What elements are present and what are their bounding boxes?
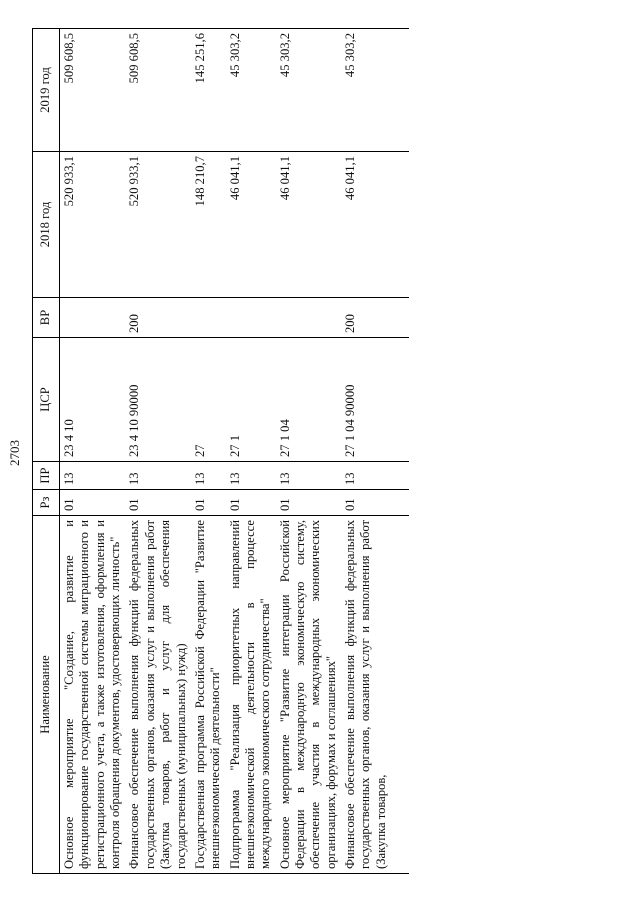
- row-vr: 200: [125, 298, 190, 338]
- row-csr: 27 1 04 90000: [341, 338, 409, 462]
- row-csr: 27 1 04: [276, 338, 341, 462]
- row-rz: 01: [191, 490, 226, 516]
- row-2019: 509 608,5: [125, 29, 190, 152]
- row-name: Основное мероприятие "Создание, развитие и функционирование государственной системы миграционного и регистрационного учета, а также изготовления, оформления и контроля обращения документов, удостоверяющих личность": [60, 516, 126, 874]
- row-pr: 13: [125, 462, 190, 490]
- table-row: [191, 29, 226, 874]
- header-vr: ВР: [33, 298, 60, 338]
- table-row: [60, 29, 126, 874]
- row-vr: [226, 298, 276, 338]
- row-2018: 520 933,1: [60, 152, 126, 298]
- row-pr: 13: [60, 462, 126, 490]
- row-name: Подпрограмма "Реализация приоритетных направлений внешнеэкономической деятельности в процессе международного экономического сотрудничества": [226, 516, 276, 874]
- budget-table: [32, 28, 409, 874]
- row-csr: 23 4 10: [60, 338, 126, 462]
- row-rz: 01: [276, 490, 341, 516]
- row-rz: 01: [341, 490, 409, 516]
- row-2018: 520 933,1: [125, 152, 190, 298]
- row-pr: 13: [341, 462, 409, 490]
- row-name: Основное мероприятие "Развитие интеграции Российской Федерации в международную экономическую систему, обеспечение участия в международных экономических организациях, форумах и соглашениях": [276, 516, 341, 874]
- header-2019: 2019 год: [33, 29, 60, 152]
- header-name: Наименование: [33, 516, 60, 874]
- table-row: [226, 29, 276, 874]
- row-2019: 145 251,6: [191, 29, 226, 152]
- row-2018: 148 210,7: [191, 152, 226, 298]
- header-rz: Рз: [33, 490, 60, 516]
- row-vr: [191, 298, 226, 338]
- row-rz: 01: [226, 490, 276, 516]
- row-2019: 509 608,5: [60, 29, 126, 152]
- row-2018: 46 041,1: [341, 152, 409, 298]
- row-csr: 27 1: [226, 338, 276, 462]
- row-csr: 27: [191, 338, 226, 462]
- table-row: [276, 29, 341, 874]
- row-csr: 23 4 10 90000: [125, 338, 190, 462]
- row-name: Финансовое обеспечение выполнения функций федеральных государственных органов, оказания услуг и выполнения работ (Закупка товаров,: [341, 516, 409, 874]
- header-2018: 2018 год: [33, 152, 60, 298]
- rotated-table-frame: [32, 29, 587, 874]
- row-2018: 46 041,1: [226, 152, 276, 298]
- row-2019: 45 303,2: [276, 29, 341, 152]
- row-2018: 46 041,1: [276, 152, 341, 298]
- row-rz: 01: [60, 490, 126, 516]
- row-vr: 200: [341, 298, 409, 338]
- row-vr: [276, 298, 341, 338]
- header-pr: ПР: [33, 462, 60, 490]
- row-name: Государственная программа Российской Федерации "Развитие внешнеэкономической деятельности": [191, 516, 226, 874]
- page-number: 2703: [7, 440, 22, 466]
- row-name: Финансовое обеспечение выполнения функций федеральных государственных органов, оказания услуг и выполнения работ (Закупка товаров, работ и услуг для обеспечения государственных (муниципальных) нужд): [125, 516, 190, 874]
- table-row: [125, 29, 190, 874]
- row-rz: 01: [125, 490, 190, 516]
- row-pr: 13: [276, 462, 341, 490]
- row-vr: [60, 298, 126, 338]
- row-2019: 45 303,2: [226, 29, 276, 152]
- row-pr: 13: [191, 462, 226, 490]
- row-2019: 45 303,2: [341, 29, 409, 152]
- table-header-row: [33, 29, 60, 874]
- header-csr: ЦСР: [33, 338, 60, 462]
- table-row: [341, 29, 409, 874]
- row-pr: 13: [226, 462, 276, 490]
